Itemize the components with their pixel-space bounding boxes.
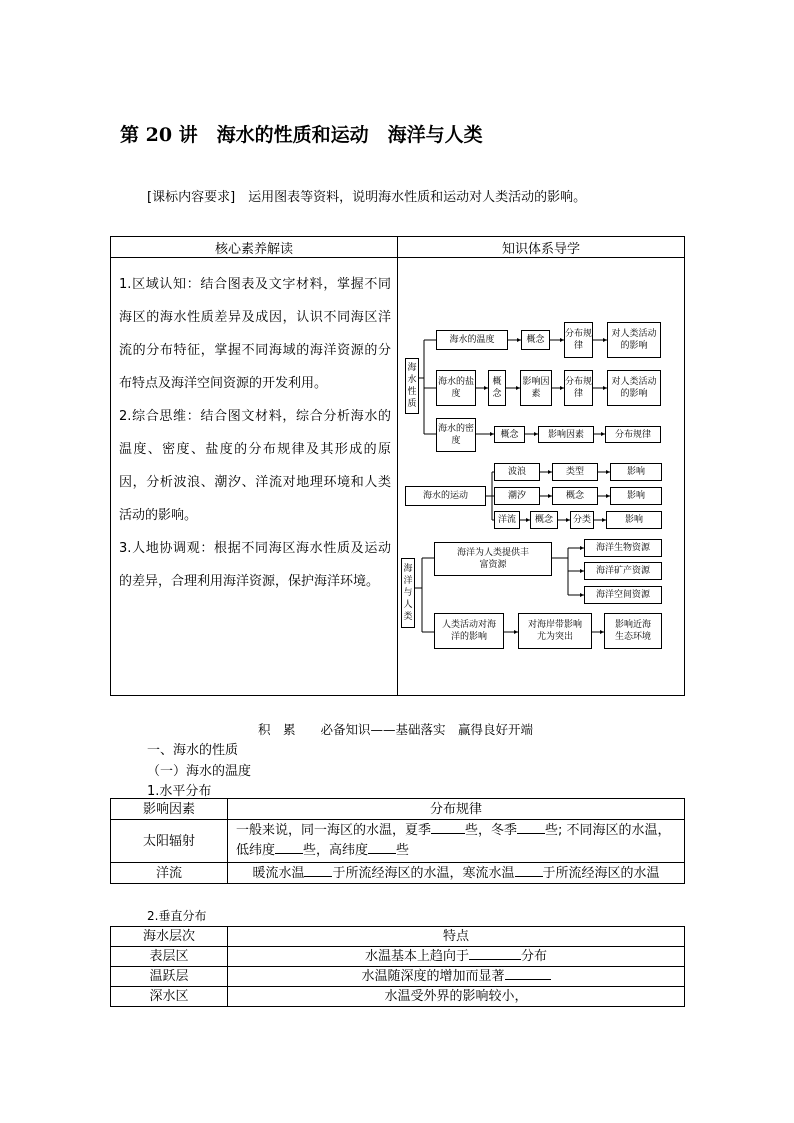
node-wendu: 海水的温度 [436, 330, 508, 350]
fill-blank[interactable] [275, 853, 303, 854]
node-leixing: 类型 [552, 463, 598, 481]
pattern-solar-radiation [228, 820, 685, 863]
layer-feature [228, 947, 685, 967]
header-pattern: 分布规律 [228, 799, 685, 820]
text-fragment: 于所流经海区的水温，寒流水温 [332, 865, 515, 881]
layer-feature [228, 987, 685, 1007]
knowledge-diagram [398, 258, 687, 695]
text-fragment: 些 [396, 843, 410, 858]
text-fragment: 分布 [521, 948, 548, 964]
fill-blank[interactable] [517, 833, 545, 834]
header-feature: 特点 [228, 927, 685, 947]
literacy-item: 2.综合思维：结合图文材料，综合分析海水的温度、密度、盐度的分布规律及其形成的原因，分析波浪、潮汐、洋流对地理环境和人类活动的影响。 [119, 409, 391, 523]
node-chaoxi: 潮汐 [494, 487, 540, 505]
node-yingxiang-2: 对人类活动的影响 [607, 370, 661, 406]
fill-blank[interactable] [515, 876, 543, 877]
vertical-distribution-table [110, 926, 685, 1007]
curriculum-requirement: [课标内容要求] 运用图表等资料，说明海水性质和运动对人类活动的影响。 [147, 190, 587, 205]
node-haian-yingxiang: 对海岸带影响尤为突出 [518, 613, 592, 649]
node-yandu: 海水的盐度 [436, 370, 476, 406]
node-yangliu: 洋流 [494, 511, 520, 529]
literacy-knowledge-table [110, 236, 685, 696]
node-fenbu-guilv-1: 分布规律 [564, 322, 593, 358]
node-gainian-2: 概念 [488, 370, 506, 406]
fill-blank[interactable] [469, 959, 521, 960]
node-tigong-ziyuan: 海洋为人类提供丰富资源 [434, 542, 552, 576]
node-gainian-1: 概念 [521, 330, 550, 350]
node-bolang: 波浪 [494, 463, 540, 481]
node-fenlei: 分类 [570, 511, 594, 529]
node-haiyang-renlei: 海洋与人类 [401, 558, 415, 628]
knowledge-diagram-cell [398, 258, 685, 696]
node-yingxiang-4: 影响 [610, 487, 662, 505]
text-fragment: 些; 不同海区的水温，低纬度 [236, 823, 671, 858]
node-gainian-4: 概念 [552, 487, 598, 505]
text-fragment: 于所流经海区的水温 [542, 865, 660, 881]
fill-blank[interactable] [304, 876, 332, 877]
header-factor: 影响因素 [111, 799, 228, 820]
text-fragment: 水温基本上趋向于 [364, 948, 469, 964]
text-fragment: 水温受外界的影响较小， [384, 988, 528, 1004]
text-fragment: 些，高纬度 [303, 843, 369, 858]
page-title: 第 20 讲 海水的性质和运动 海洋与人类 [120, 124, 483, 146]
fill-blank[interactable] [431, 833, 465, 834]
fill-blank[interactable] [505, 979, 551, 980]
node-gainian-5: 概念 [530, 511, 558, 529]
literacy-cell [111, 258, 398, 696]
node-yundong: 海水的运动 [405, 486, 486, 506]
text-fragment: 一般来说，同一海区的水温，夏季 [236, 823, 432, 838]
layer-name: 表层区 [111, 947, 228, 967]
text-fragment: 暖流水温 [252, 865, 305, 881]
literacy-item: 3.人地协调观：根据不同海区海水性质及运动的差异，合理利用海洋资源，保护海洋环境。 [119, 541, 391, 589]
section-heading: 积 累 必备知识——基础落实 赢得良好开端 [258, 722, 534, 737]
col-header-literacy: 核心素养解读 [111, 237, 398, 258]
layer-name: 深水区 [111, 987, 228, 1007]
heading-level-1: 一、海水的性质 [147, 743, 239, 758]
node-shengtai-huanjing: 影响近海生态环境 [604, 613, 662, 649]
heading-level-2: （一）海水的温度 [147, 764, 252, 779]
factor-ocean-current: 洋流 [111, 863, 228, 884]
node-fenbu-guilv-2: 分布规律 [564, 370, 593, 406]
node-fenbu-guilv-3: 分布规律 [605, 426, 661, 443]
literacy-item: 1.区域认知：结合图表及文字材料，掌握不同海区的海水性质差异及成因，认识不同海区洋流的分布特征，掌握不同海域的海洋资源的分布特点及海洋空间资源的开发利用。 [119, 277, 391, 391]
text-fragment: 些，冬季 [465, 823, 518, 838]
node-yingxiang-1: 对人类活动的影响 [607, 322, 661, 358]
layer-name: 温跃层 [111, 967, 228, 987]
fill-blank[interactable] [368, 853, 396, 854]
horizontal-distribution-table [110, 798, 685, 884]
pattern-ocean-current [228, 863, 685, 884]
node-shengwu-ziyuan: 海洋生物资源 [584, 539, 662, 557]
node-midu: 海水的密度 [436, 418, 476, 452]
heading-level-3: 1.水平分布 [147, 784, 212, 799]
header-layer: 海水层次 [111, 927, 228, 947]
node-yingxiang-3: 影响 [610, 463, 662, 481]
node-yingxiang-5: 影响 [606, 511, 662, 529]
node-kongjian-ziyuan: 海洋空间资源 [584, 586, 662, 604]
node-kuangchan-ziyuan: 海洋矿产资源 [584, 562, 662, 580]
node-yingxiang-yinsu-1: 影响因素 [520, 370, 552, 406]
heading-level-3: 2.垂直分布 [147, 909, 207, 923]
text-fragment: 水温随深度的增加而显著 [361, 968, 505, 984]
node-renlei-huodong: 人类活动对海洋的影响 [434, 613, 504, 649]
node-gainian-3: 概念 [494, 426, 525, 443]
col-header-knowledge: 知识体系导学 [398, 237, 685, 258]
factor-solar-radiation: 太阳辐射 [111, 820, 228, 863]
layer-feature [228, 967, 685, 987]
node-haishui-xingzhi: 海水性质 [405, 358, 419, 414]
node-yingxiang-yinsu-2: 影响因素 [538, 426, 594, 443]
